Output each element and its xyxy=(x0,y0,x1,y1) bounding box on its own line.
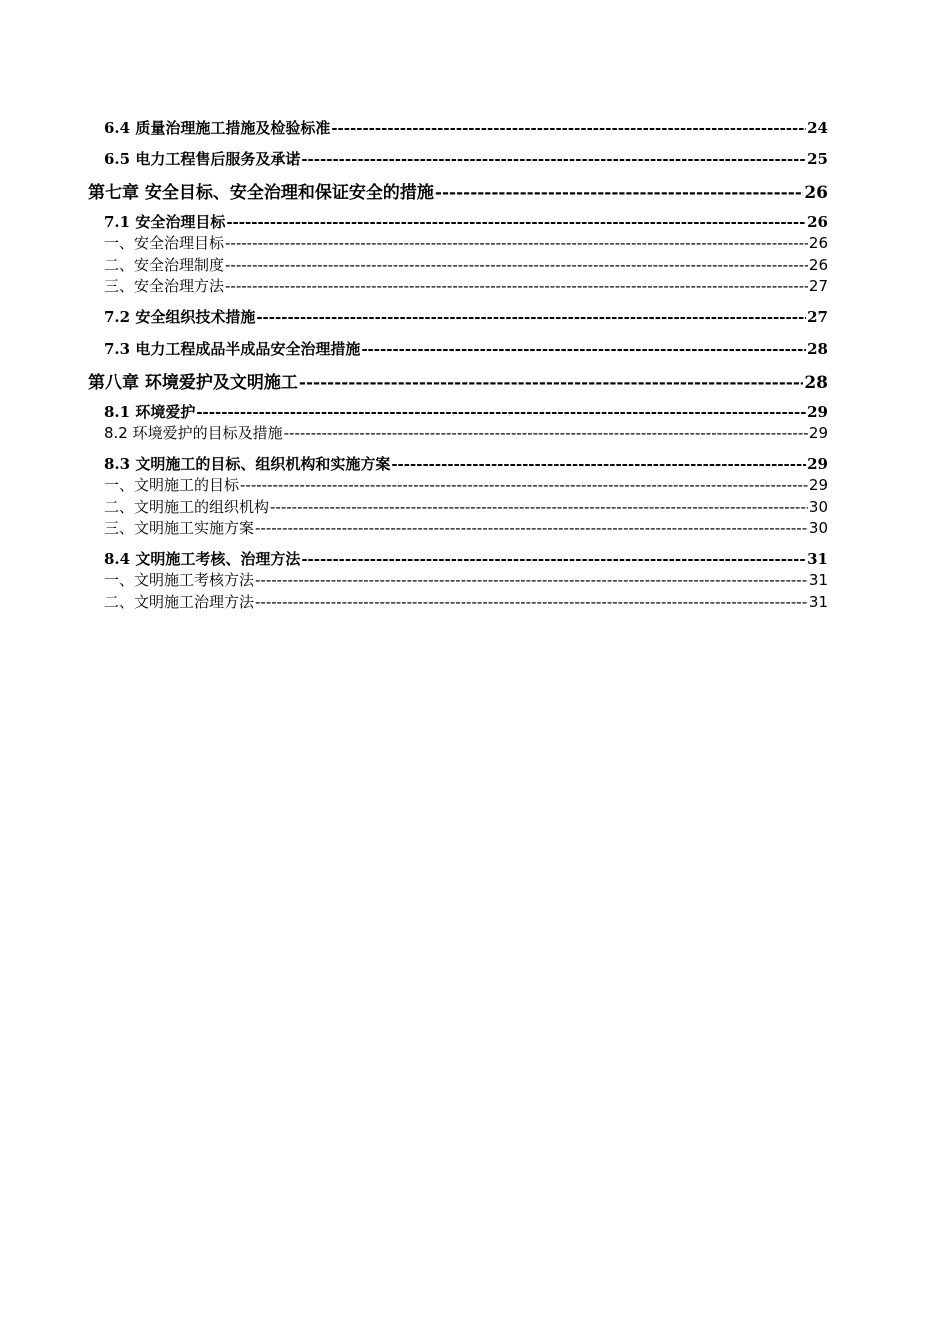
toc-entry-7-1[interactable] xyxy=(104,211,828,232)
toc-leader xyxy=(225,234,808,252)
toc-entry-title: 三、文明施工实施方案 xyxy=(104,519,255,537)
toc-entry-page: 31 xyxy=(808,571,828,589)
toc-leader xyxy=(361,340,806,358)
toc-entry-page: 26 xyxy=(807,213,828,231)
toc-entry-page: 24 xyxy=(807,119,828,137)
toc-leader xyxy=(299,373,803,393)
toc-entry-8-4-2[interactable] xyxy=(104,591,828,612)
toc-entry-8-3-2[interactable] xyxy=(104,496,828,517)
toc-leader xyxy=(270,498,808,516)
toc-leader xyxy=(225,277,808,295)
toc-entry-8-4[interactable] xyxy=(104,548,828,569)
toc-chapter-7[interactable] xyxy=(88,178,828,203)
toc-entry-title: 8.1 环境爱护 xyxy=(104,403,196,421)
toc-leader xyxy=(284,424,808,442)
toc-entry-title: 7.1 安全治理目标 xyxy=(104,213,226,231)
toc-entry-title: 第七章 安全目标、安全治理和保证安全的措施 xyxy=(88,183,434,203)
toc-entry-page: 26 xyxy=(808,234,828,252)
toc-entry-6-4[interactable] xyxy=(104,117,828,138)
toc-entry-page: 29 xyxy=(808,476,828,494)
toc-leader xyxy=(196,403,806,421)
toc-entry-page: 25 xyxy=(807,150,828,168)
toc-entry-7-3[interactable] xyxy=(104,338,828,359)
toc-leader xyxy=(255,571,808,589)
toc-leader xyxy=(391,455,806,473)
toc-entry-7-2[interactable] xyxy=(104,306,828,327)
toc-entry-title: 二、文明施工治理方法 xyxy=(104,593,255,611)
toc-leader xyxy=(435,183,803,203)
toc-entry-page: 26 xyxy=(804,183,828,203)
toc-entry-page: 30 xyxy=(808,519,828,537)
toc-entry-title: 一、安全治理目标 xyxy=(104,234,225,252)
toc-entry-8-3-1[interactable] xyxy=(104,474,828,495)
toc-entry-8-2[interactable] xyxy=(104,422,828,443)
toc-entry-title: 7.3 电力工程成品半成品安全治理措施 xyxy=(104,340,361,358)
toc-entry-page: 27 xyxy=(808,277,828,295)
toc-leader xyxy=(331,119,806,137)
toc-entry-title: 第八章 环境爱护及文明施工 xyxy=(88,373,298,393)
toc-entry-page: 28 xyxy=(807,340,828,358)
toc-entry-7-1-3[interactable] xyxy=(104,275,828,296)
toc-entry-7-1-1[interactable] xyxy=(104,232,828,253)
toc-leader xyxy=(225,256,808,274)
toc-entry-page: 26 xyxy=(808,256,828,274)
toc-entry-title: 三、安全治理方法 xyxy=(104,277,225,295)
toc-entry-page: 31 xyxy=(808,593,828,611)
toc-leader xyxy=(255,593,808,611)
toc-entry-page: 30 xyxy=(808,498,828,516)
toc-leader xyxy=(301,150,806,168)
toc-leader xyxy=(240,476,808,494)
toc-chapter-8[interactable] xyxy=(88,368,828,393)
toc-entry-title: 7.2 安全组织技术措施 xyxy=(104,308,256,326)
toc-entry-title: 6.5 电力工程售后服务及承诺 xyxy=(104,150,301,168)
toc-entry-6-5[interactable] xyxy=(104,148,828,169)
toc-entry-title: 8.3 文明施工的目标、组织机构和实施方案 xyxy=(104,455,391,473)
toc-leader xyxy=(226,213,806,231)
toc-leader xyxy=(255,519,808,537)
toc-entry-title: 一、文明施工的目标 xyxy=(104,476,240,494)
toc-entry-8-3-3[interactable] xyxy=(104,517,828,538)
toc-entry-page: 29 xyxy=(807,403,828,421)
toc-entry-page: 31 xyxy=(807,550,828,568)
toc-entry-title: 8.2 环境爱护的目标及措施 xyxy=(104,424,283,442)
toc-entry-title: 二、文明施工的组织机构 xyxy=(104,498,270,516)
toc-entry-page: 28 xyxy=(804,373,828,393)
toc-entry-page: 29 xyxy=(808,424,828,442)
toc-entry-7-1-2[interactable] xyxy=(104,254,828,275)
toc-entry-8-4-1[interactable] xyxy=(104,569,828,590)
toc-entry-title: 8.4 文明施工考核、治理方法 xyxy=(104,550,301,568)
toc-entry-title: 6.4 质量治理施工措施及检验标准 xyxy=(104,119,331,137)
toc-entry-8-1[interactable] xyxy=(104,401,828,422)
toc-entry-page: 27 xyxy=(807,308,828,326)
toc-entry-8-3[interactable] xyxy=(104,453,828,474)
toc-leader xyxy=(301,550,806,568)
toc-leader xyxy=(256,308,806,326)
toc-entry-title: 一、文明施工考核方法 xyxy=(104,571,255,589)
toc-entry-page: 29 xyxy=(807,455,828,473)
toc-entry-title: 二、安全治理制度 xyxy=(104,256,225,274)
